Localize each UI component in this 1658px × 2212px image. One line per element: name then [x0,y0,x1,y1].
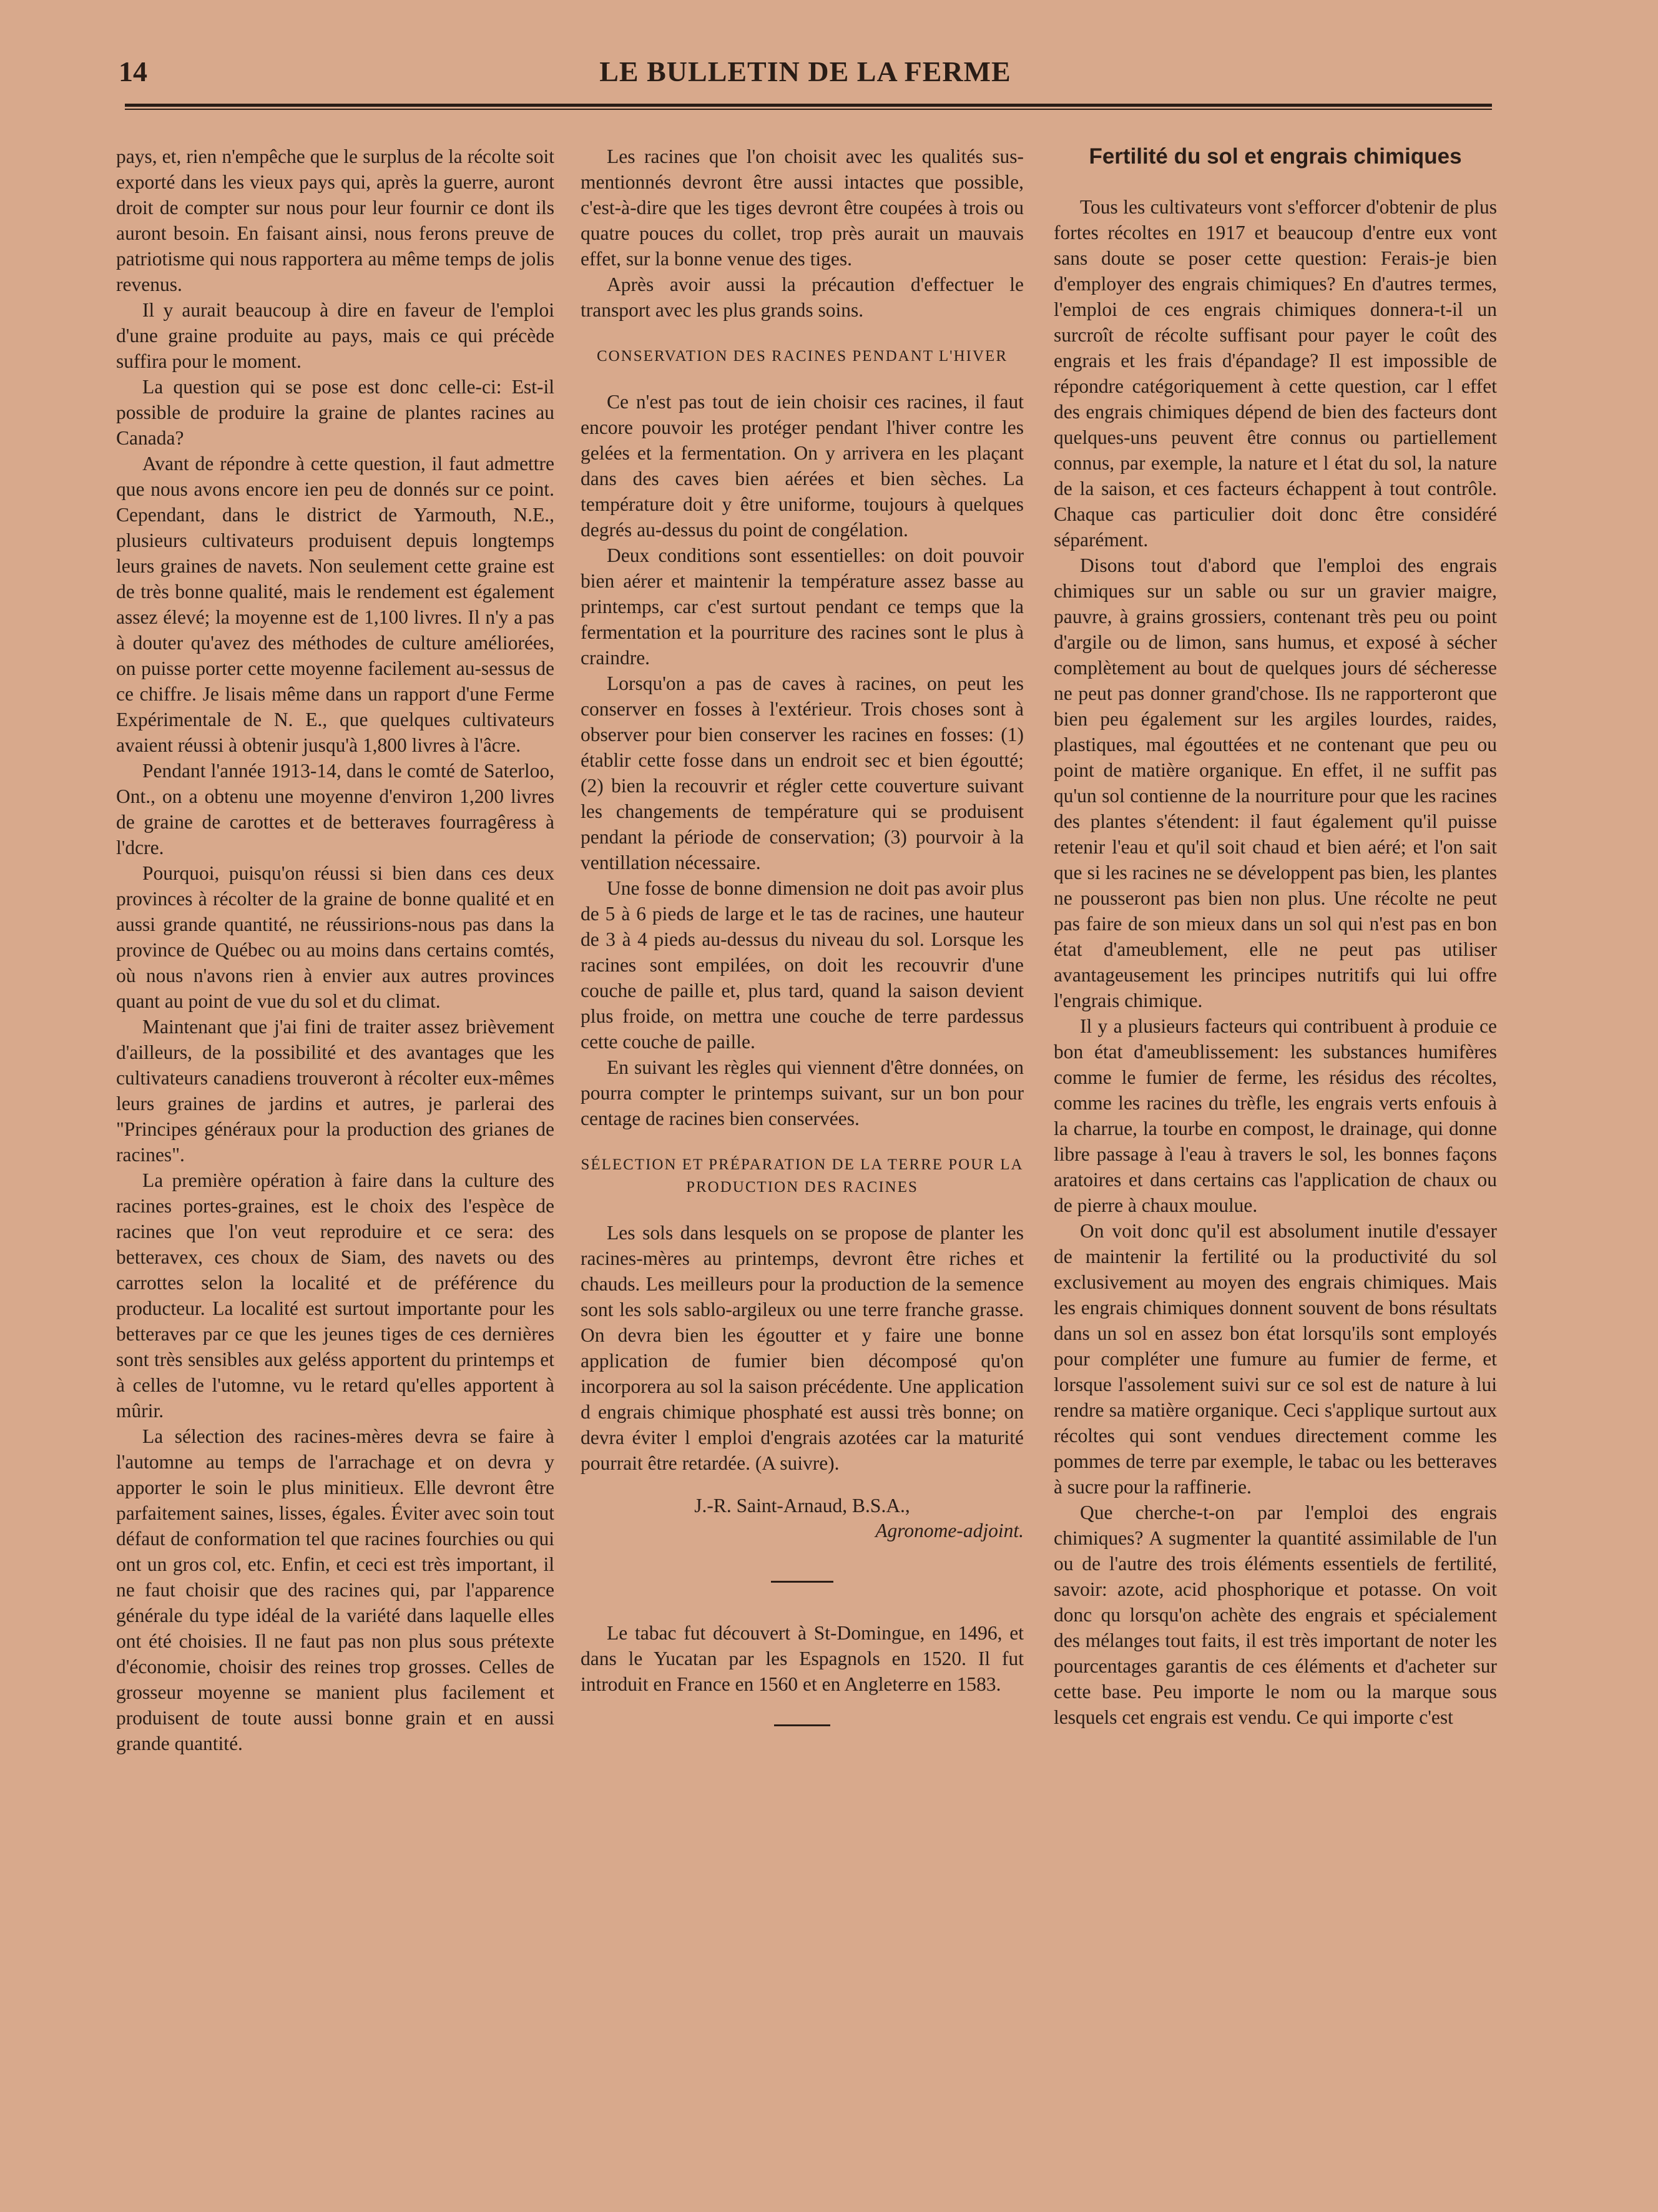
section-heading-selection: SÉLECTION ET PRÉPARATION DE LA TERRE POUR LA PRODUCTION DES RACINES [581,1156,1024,1196]
paragraph: pays, et, rien n'empêche que le surplus de la récolte soit exporté dans les vieux pays qui, après la guerre, auront droit de compter sur nous pour leur fournir ce dont ils auront besoin. En faisant ainsi, nous ferons preuve de patriotisme qui nous rapportera au même temps de jolis revenus. [116,145,554,295]
paragraph: Pourquoi, puisqu'on réussi si bien dans ces deux provinces à récolter de la graine de bonne qualité et en aussi grande quantité, ne réussirions-nous pas dans la province de Québec ou au moins dans certains comtés, où nous n'avons rien à envier aux autres provinces quant au point de vue du sol et du climat. [116,862,554,1012]
page-number: 14 [119,56,147,87]
paragraph: La première opération à faire dans la culture des racines portes-graines, est le choix des l'espèce de racines que l'on veut reproduire et ce sera: des betteravex, ces choux de Siam, des navets ou des carrottes selon la localité et de préférence du producteur. La localité est surtout importante pour les betteraves par ce que les jeunes tiges de ces dernières sont très sensibles aux geléss apportent du printemps et à celles de l'utomne, vu le retard qu'elles apportent à mûrir. [116,1169,554,1422]
column-left [116,144,554,2067]
paragraph: Pendant l'année 1913-14, dans le comté de Saterloo, Ont., on a obtenu une moyenne d'environ 1,200 livres de graine de carottes et de betteraves fourragêress à l'dcre. [116,760,554,858]
paragraph: On voit donc qu'il est absolument inutile d'essayer de maintenir la fertilité ou la productivité du sol exclusivement au moyen des engrais chimiques. Mais les engrais chimiques donnent souvent de bons résultats dans un sol en assez bon état lorsqu'ils sont employés pour compléter une fumure au fumier de ferme, et lorsque l'assolement suivi sur ce sol est de nature à lui rendre sa matière organique. Ceci s'applique surtout aux récoltes qui sont vendues directement comme les pommes de terre par exemple, le tabac ou les betteraves à sucre pour la raffinerie. [1054,1220,1497,1498]
column-right [1054,144,1497,2067]
paragraph: La question qui se pose est donc celle-ci: Est-il possible de produire la graine de plantes racines au Canada? [116,376,554,449]
paragraph: La sélection des racines-mères devra se faire à l'automne au temps de l'arrachage et on devra y apporter le soin le plus minitieux. Elle devront être parfaitement saines, lisses, égales. Éviter avec soin tout défaut de conformation tel que racines fourchies ou qui ont un gros col, etc. Enfin, et ceci est très important, il ne faut choisir que des racines qui, par l'apparence générale du type idéal de la variété dans laquelle elles ont été choisies. Il ne faut pas non plus sous prétexte d'économie, choisir des reines trop grosses. Celles de grosseur moyenne se manient plus facilement et produisent de toute aussi bonne grain et en aussi grande quantité. [116,1425,554,1754]
paragraph: Tous les cultivateurs vont s'efforcer d'obtenir de plus fortes récoltes en 1917 et beaucoup d'entre eux vont sans doute se poser cette question: Ferais-je bien d'employer des engrais chimiques? En d'autres termes, l'emploi de ces engrais chimiques donnera-t-il un surcroît de récolte suffisant pour payer le coût des engrais et les frais d'épandage? Il est impossible de répondre catégoriquement à cette question, car l effet des engrais chimiques dépend de bien des facteurs dont quelques-uns peuvent être connus ou partiellement connus, par exemple, la nature et l état du sol, la nature de la saison, et ces facteurs échappent à tout contrôle. Chaque cas particulier doit donc être considéré séparément. [1054,196,1497,551]
paragraph: Lorsqu'on a pas de caves à racines, on peut les conserver en fosses à l'extérieur. Trois choses sont à observer pour bien conserver les racines en fosses: (1) établir cette fosse dans un endroit sec et bien égoutté; (2) bien la recouvrir et régler cette couverture suivant les changements de température qui se produisent pendant la période de conservation; (3) pourvoir à la ventillation nécessaire. [581,672,1024,873]
paragraph: En suivant les règles qui viennent d'être données, on pourra compter le printemps suivant, sur un bon pour centage de racines bien conservées. [581,1056,1024,1129]
signature [581,1493,1024,1543]
paragraph: Les racines que l'on choisit avec les qualités sus-mentionnés devront être aussi intactes que possible, c'est-à-dire que les tiges devront être coupées à trois ou quatre pouces du collet, trop près aurait un mauvais effet, sur la bonne venue des tiges. [581,145,1024,270]
paragraph: Il y a plusieurs facteurs qui contribuent à produie ce bon état d'ameublissement: les substances humifères comme le fumier de ferme, les résidus des récoltes, comme les racines du trèfle, les engrais verts enfouis à la charrue, la tourbe en compost, le drainage, qui donne libre passage à l'eau à travers le sol, les bonnes façons aratoires et dans certains cas l'application de chaux ou de pierre à chaux moulue. [1054,1015,1497,1216]
paragraph: Il y aurait beaucoup à dire en faveur de l'emploi d'une graine produite au pays, mais ce qui précède suffira pour le moment. [116,299,554,372]
paragraph: Avant de répondre à cette question, il faut admettre que nous avons encore ien peu de donnés sur ce point. Cependant, dans le district de Yarmouth, N.E., plusieurs cultivateurs produisent depuis longtemps leurs graines de navets. Non seulement cette graine est de très bonne qualité, mais le rendement est également assez élevé; la moyenne est de 1,100 livres. Il n'y a pas à douter qu'avez des méthodes de culture améliorées, on puisse porter cette moyenne facilement au-sessus de ce chiffre. Je lisais même dans un rapport d'une Ferme Expérimentale de N. E., que quelques cultivateurs avaient réussi à obtenir jusqu'à 1,800 livres à l'âcre. [116,453,554,756]
column-middle [581,144,1024,2067]
header-rule [125,104,1492,110]
paragraph: Que cherche-t-on par l'emploi des engrais chimiques? A sugmenter la quantité assimilable de l'un ou de l'autre des trois éléments essentiels de fertilité, savoir: azote, acid phosphorique et potasse. On voit donc qu lorsqu'on achète des engrais et spécialement des mélanges tout faits, il est très important de noter les pourcentages garantis de ces éléments et d'acheter sur cette base. Peu importe le nom ou la marque sous lesquels cet engrais est vendu. Ce qui importe c'est [1054,1502,1497,1728]
paragraph: Deux conditions sont essentielles: on doit pouvoir bien aérer et maintenir la température assez basse au printemps, car c'est surtout pendant ce temps que la fermentation et la pourriture des racines sont le plus à craindre. [581,544,1024,669]
paragraph: Les sols dans lesquels on se propose de planter les racines-mères au printemps, devront être riches et chauds. Les meilleurs pour la production de la semence sont les sols sablo-argileux ou une terre franche grasse. On devra bien les égoutter et y faire une bonne application de fumier bien décomposé qu'on incorporera au sol la saison précédente. Une application d engrais chimique phosphaté est aussi très bonne; on devra éviter l emploi d'engrais azotées car la maturité pourrait être retardée. (A suivre). [581,1222,1024,1474]
paragraph: Maintenant que j'ai fini de traiter assez brièvement d'ailleurs, de la possibilité et des avantages que les cultivateurs canadiens trouveront à récolter eux-mêmes leurs graines de jardins et autres, je parlerai des "Principes généraux pour la production des grianes de racines". [116,1016,554,1166]
page-header [119,49,1492,99]
paragraph: Ce n'est pas tout de iein choisir ces racines, il faut encore pouvoir les protéger pendant l'hiver contre les gelées et la fermentation. On y arrivera en les plaçant dans des caves bien aérées et bien sèches. La température doit y être uniforme, toujours à quelques degrés au-dessus du point de congélation. [581,391,1024,541]
paragraph: Disons tout d'abord que l'emploi des engrais chimiques sur un sable ou sur un gravier maigre, pauvre, à grains grossiers, contenant très peu ou point d'argile ou de limon, sans humus, et exposé à sécher complètement au bout de quelques jours dé sécheresse ne peut pas donner grand'chose. Ils ne rapporteront que bien peu également sur les argiles lourdes, raides, plastiques, mal égouttées et ne contenant que peu ou point de matière organique. En effet, il ne suffit pas qu'un sol contienne de la nourriture pour que les racines des plantes s'étendent: il faut également qu'il puisse retenir l'eau et qu'il soit chaud et bien aéré; et l'on sait que si les racines ne se développent pas bien, les plantes ne pousseront pas bien non plus. Une récolte ne peut pas faire de son mieux dans un sol qui n'est pas en bon état d'ameublement, elle ne peut pas utiliser avantageusement les principes nutritifs qui lui offre l'engrais chimique. [1054,554,1497,1011]
journal-title: LE BULLETIN DE LA FERME [599,56,1011,87]
signature-role: Agronome-adjoint. [875,1520,1024,1541]
paragraph: Après avoir aussi la précaution d'effectuer le transport avec les plus grands soins. [581,273,1024,321]
paragraph: Une fosse de bonne dimension ne doit pas avoir plus de 5 à 6 pieds de large et le tas de racines, une hauteur de 3 à 4 pieds au-dessus du niveau du sol. Lorsque les racines sont empilées, on doit les recouvrir d'une couche de paille et, plus tard, quand la saison devient plus froide, on mettra une couche de terre pardessus cette couche de paille. [581,877,1024,1053]
article-title: Fertilité du sol et engrais chimiques [1089,144,1462,169]
tobacco-note: Le tabac fut découvert à St-Domingue, en 1496, et dans le Yucatan par les Espagnols en 1520. Il fut introduit en France en 1560 et en Angleterre en 1583. [581,1622,1024,1695]
section-heading-conservation: CONSERVATION DES RACINES PENDANT L'HIVER [596,348,1008,365]
separator-rule-end [774,1724,830,1726]
separator-rule [771,1581,833,1583]
signature-name: J.-R. Saint-Arnaud, B.S.A., [694,1495,910,1516]
